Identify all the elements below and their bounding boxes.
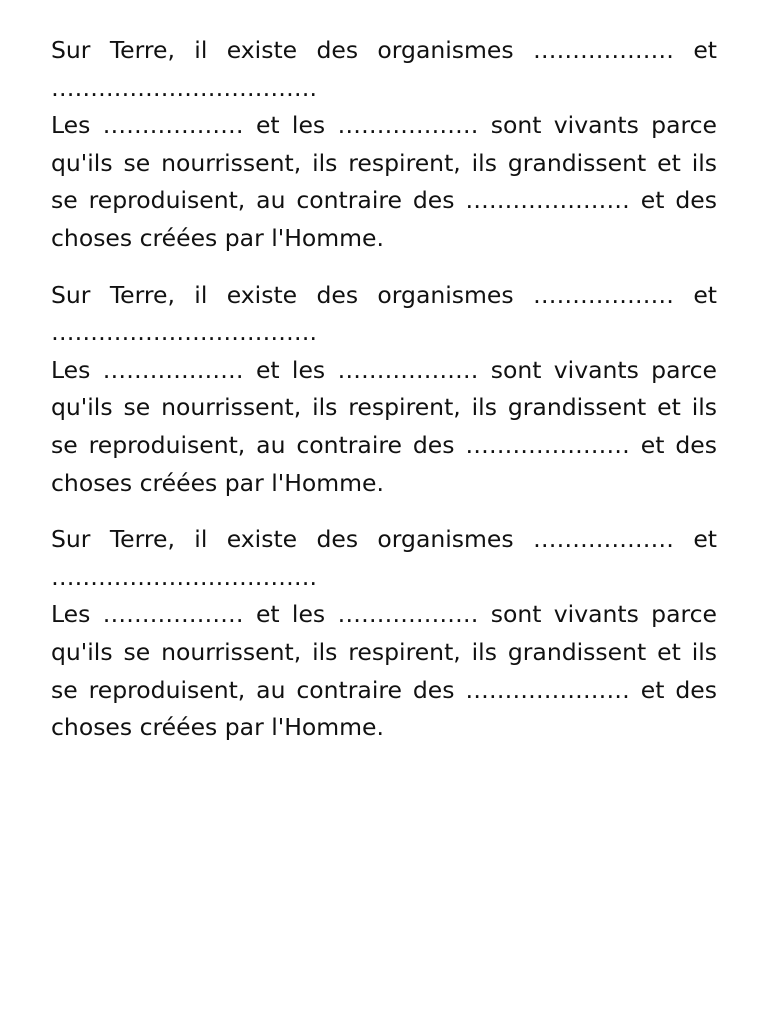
exercise-sentence-1: Sur Terre, il existe des organismes ……………… et ……………………………. [51, 525, 717, 591]
exercise-block-1 [51, 32, 717, 258]
exercise-block-2 [51, 277, 717, 503]
exercise-sentence-2: Les ……………… et les ……………… sont vivants parce qu'ils se nourrissent, ils respirent, ils grandissent et ils se reproduisent, au contraire des ………………… et des choses créées par l'Homme. [51, 355, 717, 497]
exercise-sentence-2: Les ……………… et les ……………… sont vivants parce qu'ils se nourrissent, ils respirent, ils grandissent et ils se reproduisent, au contraire des ………………… et des choses créées par l'Homme. [51, 600, 717, 742]
exercise-block-3 [51, 521, 717, 747]
document-page [51, 32, 717, 766]
exercise-sentence-1: Sur Terre, il existe des organismes ……………… et ……………………………. [51, 36, 717, 102]
exercise-sentence-2: Les ……………… et les ……………… sont vivants parce qu'ils se nourrissent, ils respirent, ils grandissent et ils se reproduisent, au contraire des ………………… et des choses créées par l'Homme. [51, 111, 717, 252]
exercise-sentence-1: Sur Terre, il existe des organismes ……………… et ……………………………. [51, 280, 717, 347]
